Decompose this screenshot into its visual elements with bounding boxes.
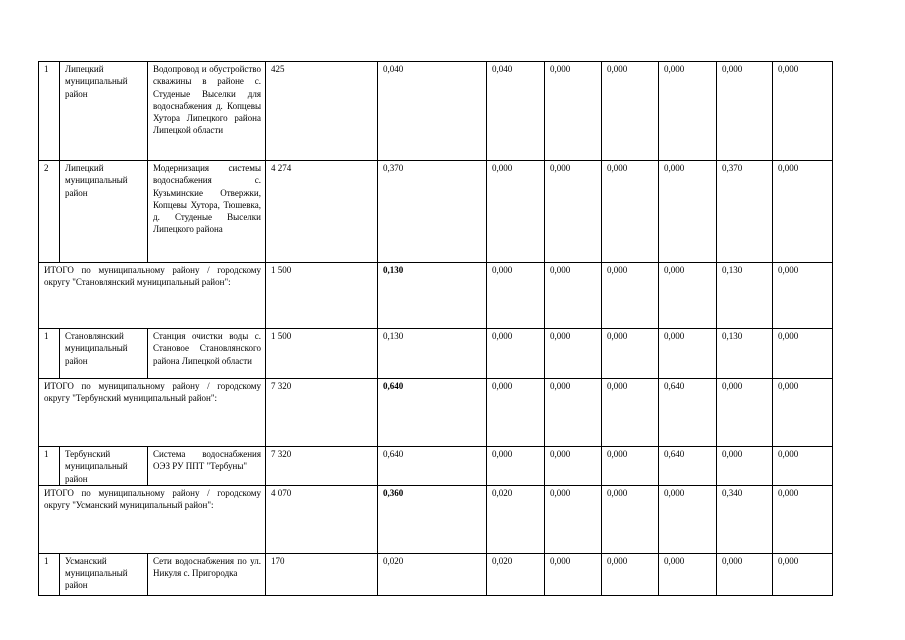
year-2-value: 0,000 bbox=[545, 329, 602, 379]
table-row bbox=[39, 329, 833, 379]
year-6-value: 0,000 bbox=[773, 62, 833, 161]
year-1-value: 0,020 bbox=[487, 553, 545, 595]
object-name: Система водоснабжения ОЭЗ РУ ППТ "Тербуны" bbox=[148, 447, 266, 486]
year-2-value: 0,000 bbox=[545, 447, 602, 486]
row-number: 1 bbox=[39, 447, 60, 486]
year-6-value: 0,000 bbox=[773, 329, 833, 379]
year-5-value: 0,130 bbox=[717, 329, 773, 379]
year-3-value: 0,000 bbox=[602, 553, 659, 595]
year-4-value: 0,000 bbox=[659, 263, 717, 329]
object-name: Водопровод и обустройство скважины в районе с. Студеные Выселки для водоснабжения д. Копцевы Хутора Липецкого района Липецкой области bbox=[148, 62, 266, 161]
row-number: 1 bbox=[39, 62, 60, 161]
year-4-value: 0,000 bbox=[659, 329, 717, 379]
year-5-value: 0,340 bbox=[717, 485, 773, 553]
year-4-value: 0,000 bbox=[659, 62, 717, 161]
capacity-value: 7 320 bbox=[266, 379, 378, 447]
year-4-value: 0,640 bbox=[659, 447, 717, 486]
total-value: 0,130 bbox=[378, 329, 487, 379]
total-label: ИТОГО по муниципальному району / городскому округу "Тербунский муниципальный район": bbox=[39, 379, 266, 447]
year-4-value: 0,640 bbox=[659, 379, 717, 447]
row-number: 2 bbox=[39, 161, 60, 263]
year-3-value: 0,000 bbox=[602, 379, 659, 447]
capacity-value: 4 274 bbox=[266, 161, 378, 263]
total-value: 0,020 bbox=[378, 553, 487, 595]
year-2-value: 0,000 bbox=[545, 553, 602, 595]
capacity-value: 1 500 bbox=[266, 329, 378, 379]
total-value: 0,360 bbox=[378, 485, 487, 553]
capacity-value: 1 500 bbox=[266, 263, 378, 329]
district-name: Становлянский муниципальный район bbox=[60, 329, 148, 379]
capacity-value: 425 bbox=[266, 62, 378, 161]
object-name: Станция очистки воды с. Становое Становлянского района Липецкой области bbox=[148, 329, 266, 379]
district-name: Липецкий муниципальный район bbox=[60, 161, 148, 263]
year-5-value: 0,000 bbox=[717, 553, 773, 595]
district-name: Усманский муниципальный район bbox=[60, 553, 148, 595]
total-row bbox=[39, 485, 833, 553]
capacity-value: 170 bbox=[266, 553, 378, 595]
table-row bbox=[39, 62, 833, 161]
year-2-value: 0,000 bbox=[545, 263, 602, 329]
year-2-value: 0,000 bbox=[545, 379, 602, 447]
capacity-value: 4 070 bbox=[266, 485, 378, 553]
year-1-value: 0,000 bbox=[487, 329, 545, 379]
year-5-value: 0,370 bbox=[717, 161, 773, 263]
table-body bbox=[39, 62, 833, 596]
total-row bbox=[39, 263, 833, 329]
capacity-value: 7 320 bbox=[266, 447, 378, 486]
total-value: 0,640 bbox=[378, 379, 487, 447]
total-label: ИТОГО по муниципальному району / городскому округу "Становлянский муниципальный район": bbox=[39, 263, 266, 329]
data-table bbox=[38, 61, 833, 596]
year-6-value: 0,000 bbox=[773, 447, 833, 486]
year-6-value: 0,000 bbox=[773, 161, 833, 263]
row-number: 1 bbox=[39, 553, 60, 595]
year-1-value: 0,020 bbox=[487, 485, 545, 553]
year-5-value: 0,000 bbox=[717, 379, 773, 447]
total-value: 0,370 bbox=[378, 161, 487, 263]
year-3-value: 0,000 bbox=[602, 447, 659, 486]
year-6-value: 0,000 bbox=[773, 379, 833, 447]
year-3-value: 0,000 bbox=[602, 263, 659, 329]
year-1-value: 0,000 bbox=[487, 263, 545, 329]
object-name: Сети водоснабжения по ул. Никуля с. Пригородка bbox=[148, 553, 266, 595]
year-3-value: 0,000 bbox=[602, 329, 659, 379]
year-3-value: 0,000 bbox=[602, 485, 659, 553]
table-row bbox=[39, 553, 833, 595]
year-1-value: 0,000 bbox=[487, 379, 545, 447]
year-2-value: 0,000 bbox=[545, 485, 602, 553]
year-2-value: 0,000 bbox=[545, 161, 602, 263]
year-6-value: 0,000 bbox=[773, 553, 833, 595]
total-value: 0,040 bbox=[378, 62, 487, 161]
year-2-value: 0,000 bbox=[545, 62, 602, 161]
total-value: 0,130 bbox=[378, 263, 487, 329]
table-row bbox=[39, 161, 833, 263]
year-6-value: 0,000 bbox=[773, 263, 833, 329]
row-number: 1 bbox=[39, 329, 60, 379]
year-1-value: 0,000 bbox=[487, 161, 545, 263]
year-1-value: 0,000 bbox=[487, 447, 545, 486]
year-5-value: 0,130 bbox=[717, 263, 773, 329]
total-label: ИТОГО по муниципальному району / городскому округу "Усманский муниципальный район": bbox=[39, 485, 266, 553]
year-5-value: 0,000 bbox=[717, 447, 773, 486]
year-4-value: 0,000 bbox=[659, 553, 717, 595]
table-row bbox=[39, 447, 833, 486]
district-name: Липецкий муниципальный район bbox=[60, 62, 148, 161]
year-1-value: 0,040 bbox=[487, 62, 545, 161]
year-5-value: 0,000 bbox=[717, 62, 773, 161]
year-3-value: 0,000 bbox=[602, 62, 659, 161]
total-value: 0,640 bbox=[378, 447, 487, 486]
year-3-value: 0,000 bbox=[602, 161, 659, 263]
year-4-value: 0,000 bbox=[659, 485, 717, 553]
year-6-value: 0,000 bbox=[773, 485, 833, 553]
district-name: Тербунский муниципальный район bbox=[60, 447, 148, 486]
object-name: Модернизация системы водоснабжения с. Кузьминские Отвержки, Копцевы Хутора, Тюшевка, д. Студеные Выселки Липецкого района bbox=[148, 161, 266, 263]
total-row bbox=[39, 379, 833, 447]
year-4-value: 0,000 bbox=[659, 161, 717, 263]
